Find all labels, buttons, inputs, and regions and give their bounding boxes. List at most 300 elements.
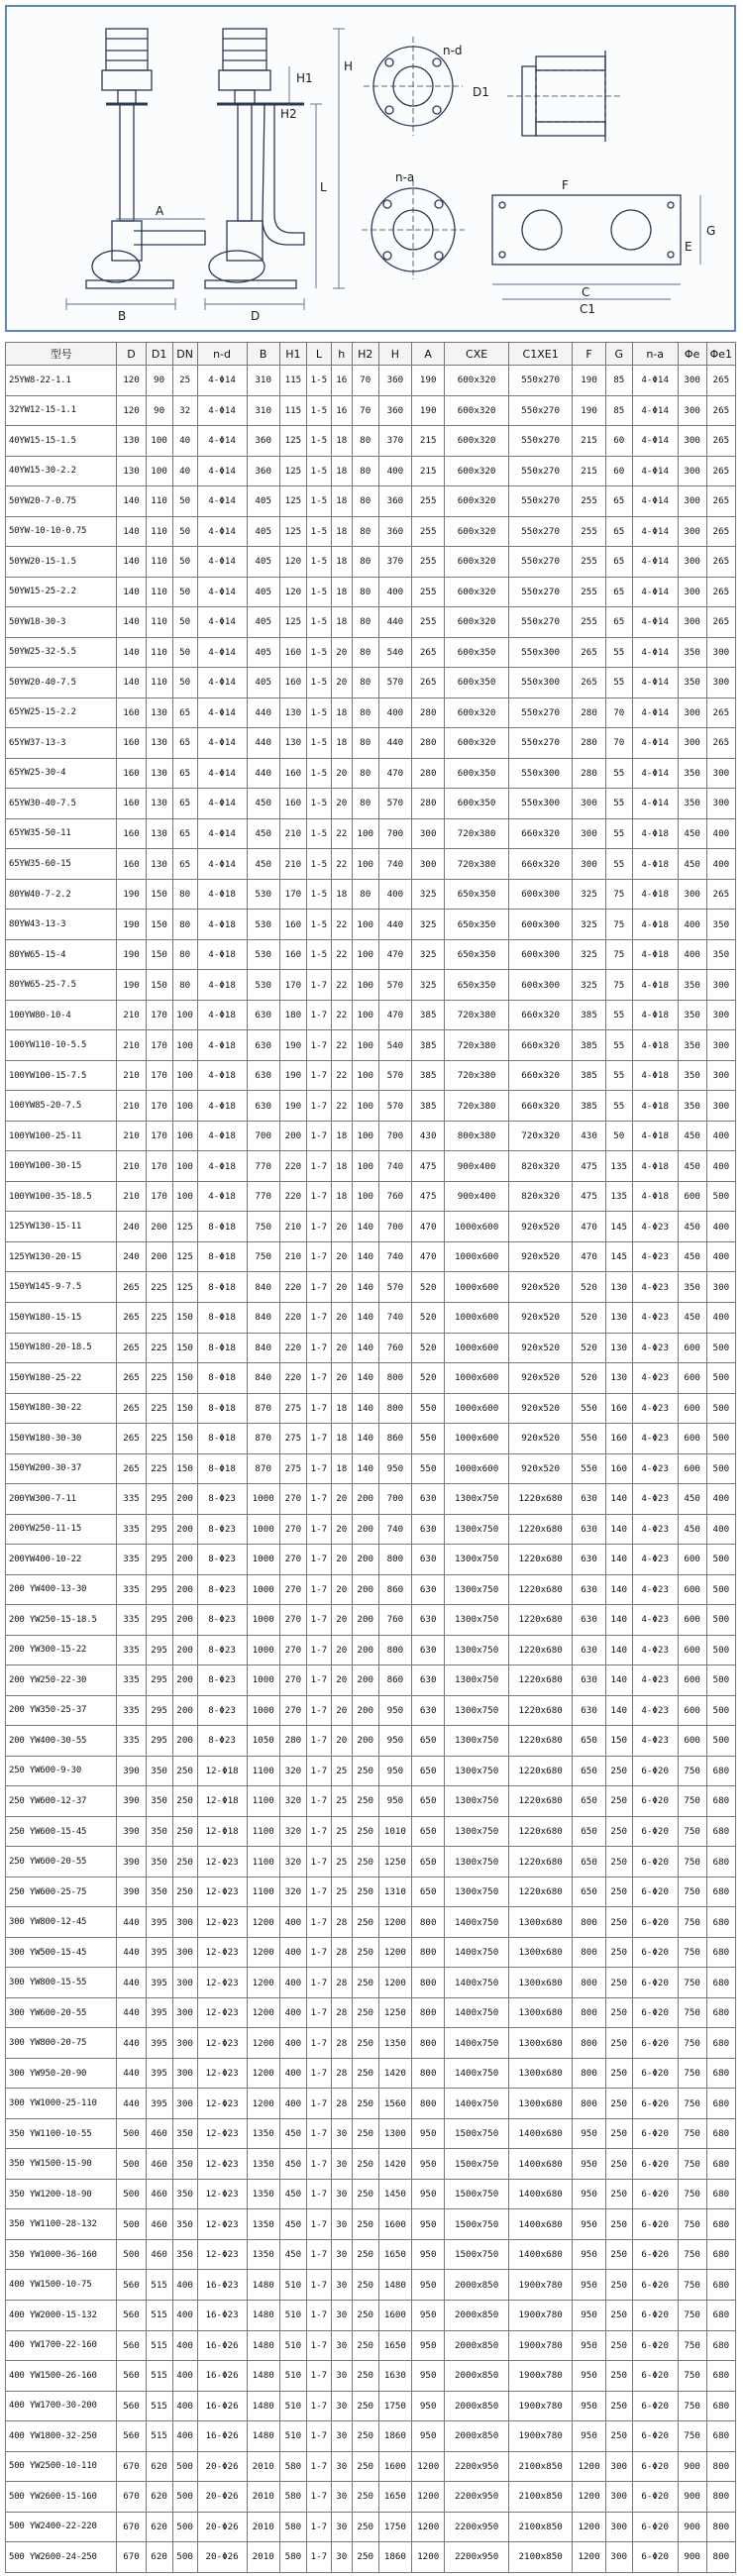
spec-cell: 400 bbox=[172, 2391, 197, 2421]
spec-cell: 300 bbox=[605, 2451, 632, 2482]
spec-cell: 400 bbox=[279, 2028, 306, 2059]
spec-cell: 650 bbox=[573, 1726, 605, 1757]
spec-cell: 510 bbox=[279, 2421, 306, 2452]
spec-cell: 4-Φ23 bbox=[632, 1574, 678, 1605]
model-cell: 350 YW1000-36-160 bbox=[6, 2239, 117, 2270]
spec-cell: 550x270 bbox=[508, 426, 573, 457]
spec-cell: 1300x750 bbox=[445, 1726, 509, 1757]
spec-cell: 1-7 bbox=[306, 1786, 331, 1817]
spec-cell: 1-7 bbox=[306, 1937, 331, 1968]
model-cell: 400 YW1700-22-160 bbox=[6, 2330, 117, 2361]
spec-cell: 4-Φ14 bbox=[197, 637, 247, 668]
table-row bbox=[6, 2421, 736, 2452]
spec-cell: 8-Φ18 bbox=[197, 1393, 247, 1424]
table-row bbox=[6, 1453, 736, 1484]
spec-cell: 220 bbox=[279, 1151, 306, 1182]
spec-cell: 55 bbox=[605, 1030, 632, 1061]
spec-cell: 470 bbox=[378, 939, 411, 970]
model-cell: 65YW35-50-11 bbox=[6, 818, 117, 849]
spec-cell: 450 bbox=[279, 2209, 306, 2240]
spec-cell: 130 bbox=[117, 426, 146, 457]
table-row bbox=[6, 1847, 736, 1878]
spec-cell: 80 bbox=[352, 516, 378, 547]
spec-cell: 1-5 bbox=[306, 366, 331, 396]
spec-cell: 65 bbox=[172, 849, 197, 880]
spec-cell: 750 bbox=[678, 1786, 706, 1817]
spec-cell: 550x270 bbox=[508, 577, 573, 607]
spec-cell: 250 bbox=[605, 2361, 632, 2392]
spec-cell: 200 bbox=[352, 1574, 378, 1605]
spec-cell: 300 bbox=[706, 789, 735, 819]
spec-cell: 60 bbox=[605, 426, 632, 457]
spec-cell: 8-Φ23 bbox=[197, 1605, 247, 1636]
spec-cell: 700 bbox=[378, 818, 411, 849]
spec-cell: 1010 bbox=[378, 1816, 411, 1847]
spec-cell: 250 bbox=[352, 2421, 378, 2452]
spec-cell: 680 bbox=[706, 1786, 735, 1817]
spec-cell: 100 bbox=[172, 1060, 197, 1091]
model-cell: 100YW110-10-5.5 bbox=[6, 1030, 117, 1061]
table-row bbox=[6, 818, 736, 849]
spec-cell: 950 bbox=[412, 2209, 445, 2240]
spec-cell: 4-Φ18 bbox=[197, 970, 247, 1001]
spec-cell: 1900x780 bbox=[508, 2421, 573, 2452]
spec-cell: 1-5 bbox=[306, 607, 331, 638]
spec-cell: 600 bbox=[678, 1635, 706, 1665]
table-row bbox=[6, 1212, 736, 1242]
spec-cell: 1900x780 bbox=[508, 2330, 573, 2361]
spec-cell: 4-Φ14 bbox=[197, 395, 247, 426]
spec-cell: 100 bbox=[352, 1121, 378, 1151]
spec-cell: 25 bbox=[331, 1877, 352, 1907]
spec-cell: 335 bbox=[117, 1695, 146, 1726]
column-header: n-a bbox=[632, 343, 678, 366]
spec-cell: 385 bbox=[573, 1030, 605, 1061]
spec-cell: 460 bbox=[146, 2179, 172, 2209]
spec-cell: 800 bbox=[378, 1635, 411, 1665]
table-row bbox=[6, 2391, 736, 2421]
table-row bbox=[6, 2149, 736, 2180]
spec-cell: 1100 bbox=[247, 1816, 279, 1847]
spec-cell: 120 bbox=[117, 366, 146, 396]
spec-cell: 125 bbox=[279, 607, 306, 638]
spec-cell: 8-Φ18 bbox=[197, 1424, 247, 1454]
spec-cell: 680 bbox=[706, 2270, 735, 2301]
spec-cell: 190 bbox=[573, 366, 605, 396]
spec-cell: 395 bbox=[146, 1907, 172, 1938]
spec-cell: 360 bbox=[247, 456, 279, 486]
spec-cell: 4-Φ18 bbox=[632, 1000, 678, 1030]
spec-cell: 18 bbox=[331, 728, 352, 759]
spec-cell: 920x520 bbox=[508, 1333, 573, 1363]
spec-cell: 680 bbox=[706, 2058, 735, 2089]
spec-cell: 540 bbox=[378, 637, 411, 668]
spec-cell: 500 bbox=[706, 1363, 735, 1394]
spec-cell: 1-7 bbox=[306, 2482, 331, 2513]
spec-cell: 20 bbox=[331, 1272, 352, 1303]
spec-cell: 110 bbox=[146, 668, 172, 698]
spec-cell: 740 bbox=[378, 849, 411, 880]
spec-cell: 250 bbox=[172, 1877, 197, 1907]
model-cell: 50YW20-40-7.5 bbox=[6, 668, 117, 698]
model-cell: 50YW-10-10-0.75 bbox=[6, 516, 117, 547]
spec-cell: 630 bbox=[573, 1605, 605, 1636]
spec-cell: 1750 bbox=[378, 2391, 411, 2421]
spec-cell: 1200 bbox=[573, 2451, 605, 2482]
spec-cell: 750 bbox=[678, 2209, 706, 2240]
spec-cell: 125 bbox=[279, 426, 306, 457]
spec-cell: 300 bbox=[706, 758, 735, 789]
spec-cell: 225 bbox=[146, 1272, 172, 1303]
spec-cell: 520 bbox=[412, 1272, 445, 1303]
spec-cell: 550x270 bbox=[508, 395, 573, 426]
spec-cell: 310 bbox=[247, 366, 279, 396]
spec-cell: 630 bbox=[412, 1545, 445, 1575]
spec-cell: 50 bbox=[172, 516, 197, 547]
spec-cell: 630 bbox=[573, 1574, 605, 1605]
spec-cell: 140 bbox=[352, 1241, 378, 1272]
spec-cell: 12-Φ23 bbox=[197, 1847, 247, 1878]
spec-cell: 20 bbox=[331, 1695, 352, 1726]
model-cell: 150YW180-25-22 bbox=[6, 1363, 117, 1394]
spec-cell: 265 bbox=[412, 637, 445, 668]
table-header-row bbox=[6, 343, 736, 366]
spec-cell: 140 bbox=[605, 1635, 632, 1665]
spec-cell: 510 bbox=[279, 2301, 306, 2331]
table-row bbox=[6, 1756, 736, 1786]
spec-cell: 1350 bbox=[247, 2179, 279, 2209]
table-row bbox=[6, 2118, 736, 2149]
spec-cell: 400 bbox=[378, 577, 411, 607]
table-row bbox=[6, 2028, 736, 2059]
spec-cell: 560 bbox=[117, 2361, 146, 2392]
spec-cell: 500 bbox=[117, 2209, 146, 2240]
spec-cell: 75 bbox=[605, 879, 632, 910]
spec-cell: 1-5 bbox=[306, 486, 331, 517]
spec-cell: 170 bbox=[146, 1181, 172, 1212]
spec-cell: 65 bbox=[172, 698, 197, 728]
spec-cell: 6-Φ20 bbox=[632, 2330, 678, 2361]
spec-cell: 1050 bbox=[247, 1726, 279, 1757]
spec-cell: 950 bbox=[412, 2118, 445, 2149]
spec-cell: 950 bbox=[412, 2149, 445, 2180]
spec-cell: 1420 bbox=[378, 2149, 411, 2180]
spec-cell: 65 bbox=[605, 607, 632, 638]
table-row bbox=[6, 1605, 736, 1636]
spec-cell: 2100x850 bbox=[508, 2482, 573, 2513]
spec-cell: 50 bbox=[172, 577, 197, 607]
spec-cell: 12-Φ23 bbox=[197, 1997, 247, 2028]
spec-cell: 12-Φ23 bbox=[197, 2179, 247, 2209]
spec-cell: 550 bbox=[573, 1453, 605, 1484]
spec-cell: 630 bbox=[247, 1000, 279, 1030]
spec-cell: 30 bbox=[331, 2512, 352, 2542]
spec-cell: 1-7 bbox=[306, 1816, 331, 1847]
spec-cell: 800 bbox=[573, 1968, 605, 1998]
spec-cell: 350 bbox=[678, 668, 706, 698]
spec-cell: 100 bbox=[172, 1000, 197, 1030]
spec-cell: 400 bbox=[172, 2421, 197, 2452]
spec-cell: 140 bbox=[352, 1393, 378, 1424]
spec-cell: 4-Φ14 bbox=[632, 486, 678, 517]
spec-cell: 170 bbox=[146, 1030, 172, 1061]
spec-cell: 1860 bbox=[378, 2421, 411, 2452]
spec-cell: 515 bbox=[146, 2391, 172, 2421]
spec-cell: 4-Φ14 bbox=[197, 698, 247, 728]
spec-cell: 28 bbox=[331, 1907, 352, 1938]
spec-cell: 680 bbox=[706, 2209, 735, 2240]
spec-cell: 140 bbox=[352, 1212, 378, 1242]
spec-cell: 520 bbox=[573, 1302, 605, 1333]
spec-cell: 630 bbox=[247, 1060, 279, 1091]
spec-cell: 50 bbox=[172, 607, 197, 638]
spec-cell: 80 bbox=[352, 547, 378, 578]
spec-cell: 335 bbox=[117, 1574, 146, 1605]
spec-cell: 225 bbox=[146, 1333, 172, 1363]
table-row bbox=[6, 1424, 736, 1454]
spec-cell: 600x320 bbox=[445, 426, 509, 457]
model-cell: 350 YW1200-18-90 bbox=[6, 2179, 117, 2209]
spec-cell: 65 bbox=[172, 818, 197, 849]
spec-cell: 1500x750 bbox=[445, 2179, 509, 2209]
spec-cell: 40 bbox=[172, 456, 197, 486]
spec-cell: 190 bbox=[117, 879, 146, 910]
spec-cell: 320 bbox=[279, 1847, 306, 1878]
model-cell: 500 YW2500-10-110 bbox=[6, 2451, 117, 2482]
spec-cell: 680 bbox=[706, 1877, 735, 1907]
spec-cell: 400 bbox=[706, 1212, 735, 1242]
spec-cell: 150 bbox=[605, 1726, 632, 1757]
spec-cell: 720x380 bbox=[445, 818, 509, 849]
spec-cell: 250 bbox=[605, 1786, 632, 1817]
spec-cell: 600x320 bbox=[445, 366, 509, 396]
spec-cell: 20 bbox=[331, 1665, 352, 1696]
spec-cell: 680 bbox=[706, 1816, 735, 1847]
spec-cell: 1-7 bbox=[306, 1181, 331, 1212]
spec-cell: 18 bbox=[331, 486, 352, 517]
spec-cell: 1-5 bbox=[306, 547, 331, 578]
spec-cell: 4-Φ14 bbox=[632, 668, 678, 698]
spec-cell: 405 bbox=[247, 607, 279, 638]
spec-cell: 1-7 bbox=[306, 1545, 331, 1575]
spec-cell: 300 bbox=[678, 366, 706, 396]
spec-cell: 28 bbox=[331, 2089, 352, 2119]
model-cell: 40YW15-30-2.2 bbox=[6, 456, 117, 486]
column-header: 型号 bbox=[6, 343, 117, 366]
spec-cell: 740 bbox=[378, 1514, 411, 1545]
spec-cell: 1-7 bbox=[306, 2270, 331, 2301]
spec-cell: 1200 bbox=[573, 2512, 605, 2542]
spec-cell: 250 bbox=[605, 2089, 632, 2119]
spec-cell: 820x320 bbox=[508, 1181, 573, 1212]
spec-cell: 670 bbox=[117, 2542, 146, 2573]
spec-cell: 1-7 bbox=[306, 970, 331, 1001]
spec-cell: 4-Φ18 bbox=[197, 1181, 247, 1212]
spec-cell: 510 bbox=[279, 2361, 306, 2392]
spec-cell: 620 bbox=[146, 2451, 172, 2482]
spec-cell: 320 bbox=[279, 1756, 306, 1786]
spec-cell: 140 bbox=[352, 1453, 378, 1484]
spec-cell: 630 bbox=[412, 1574, 445, 1605]
spec-cell: 470 bbox=[573, 1241, 605, 1272]
spec-cell: 1220x680 bbox=[508, 1514, 573, 1545]
spec-cell: 30 bbox=[331, 2421, 352, 2452]
spec-cell: 670 bbox=[117, 2512, 146, 2542]
spec-cell: 1-7 bbox=[306, 2542, 331, 2573]
spec-cell: 350 bbox=[678, 789, 706, 819]
spec-cell: 680 bbox=[706, 1937, 735, 1968]
table-row bbox=[6, 1484, 736, 1515]
flange-bottom-view bbox=[362, 180, 465, 279]
spec-cell: 300 bbox=[172, 2089, 197, 2119]
spec-cell: 500 bbox=[117, 2149, 146, 2180]
spec-cell: 65 bbox=[605, 577, 632, 607]
spec-cell: 1400x750 bbox=[445, 1968, 509, 1998]
spec-cell: 250 bbox=[352, 2542, 378, 2573]
model-cell: 250 YW600-25-75 bbox=[6, 1877, 117, 1907]
table-row bbox=[6, 486, 736, 517]
spec-cell: 140 bbox=[605, 1695, 632, 1726]
spec-cell: 1200 bbox=[412, 2451, 445, 2482]
spec-cell: 460 bbox=[146, 2118, 172, 2149]
spec-cell: 200 bbox=[352, 1605, 378, 1636]
spec-cell: 1-7 bbox=[306, 2149, 331, 2180]
spec-cell: 950 bbox=[573, 2209, 605, 2240]
table-row bbox=[6, 970, 736, 1001]
spec-cell: 300 bbox=[706, 637, 735, 668]
spec-cell: 170 bbox=[146, 1151, 172, 1182]
spec-cell: 750 bbox=[678, 2301, 706, 2331]
spec-cell: 1480 bbox=[378, 2270, 411, 2301]
spec-cell: 400 bbox=[706, 1121, 735, 1151]
spec-cell: 4-Φ14 bbox=[632, 547, 678, 578]
model-cell: 40YW15-15-1.5 bbox=[6, 426, 117, 457]
spec-cell: 800 bbox=[573, 2028, 605, 2059]
spec-cell: 600 bbox=[678, 1424, 706, 1454]
spec-cell: 950 bbox=[573, 2118, 605, 2149]
spec-cell: 300 bbox=[172, 2028, 197, 2059]
spec-cell: 2010 bbox=[247, 2542, 279, 2573]
spec-cell: 125 bbox=[279, 516, 306, 547]
spec-cell: 1200 bbox=[247, 2028, 279, 2059]
spec-cell: 160 bbox=[605, 1424, 632, 1454]
spec-cell: 22 bbox=[331, 849, 352, 880]
spec-cell: 265 bbox=[706, 879, 735, 910]
spec-cell: 4-Φ14 bbox=[197, 849, 247, 880]
spec-cell: 350 bbox=[146, 1786, 172, 1817]
spec-cell: 30 bbox=[331, 2451, 352, 2482]
table-row bbox=[6, 1695, 736, 1726]
spec-cell: 2200x950 bbox=[445, 2482, 509, 2513]
spec-cell: 255 bbox=[412, 486, 445, 517]
spec-cell: 1-7 bbox=[306, 1272, 331, 1303]
spec-cell: 100 bbox=[352, 1091, 378, 1122]
spec-cell: 100 bbox=[352, 1060, 378, 1091]
spec-cell: 20 bbox=[331, 1574, 352, 1605]
spec-cell: 8-Φ23 bbox=[197, 1665, 247, 1696]
spec-cell: 350 bbox=[678, 1091, 706, 1122]
spec-cell: 335 bbox=[117, 1514, 146, 1545]
spec-cell: 4-Φ18 bbox=[197, 879, 247, 910]
spec-cell: 160 bbox=[117, 728, 146, 759]
spec-cell: 8-Φ18 bbox=[197, 1453, 247, 1484]
spec-cell: 240 bbox=[117, 1212, 146, 1242]
spec-cell: 1860 bbox=[378, 2542, 411, 2573]
spec-cell: 215 bbox=[573, 456, 605, 486]
spec-cell: 80 bbox=[172, 910, 197, 940]
spec-cell: 6-Φ20 bbox=[632, 1937, 678, 1968]
spec-cell: 4-Φ14 bbox=[197, 728, 247, 759]
spec-cell: 200 bbox=[352, 1635, 378, 1665]
spec-cell: 400 bbox=[172, 2361, 197, 2392]
spec-cell: 920x520 bbox=[508, 1363, 573, 1394]
spec-cell: 1000x600 bbox=[445, 1393, 509, 1424]
spec-cell: 18 bbox=[331, 607, 352, 638]
spec-cell: 1100 bbox=[247, 1847, 279, 1878]
spec-cell: 405 bbox=[247, 486, 279, 517]
label-d1: D1 bbox=[473, 85, 489, 99]
spec-cell: 400 bbox=[279, 2058, 306, 2089]
spec-cell: 225 bbox=[146, 1393, 172, 1424]
spec-cell: 220 bbox=[279, 1302, 306, 1333]
spec-cell: 130 bbox=[146, 849, 172, 880]
spec-cell: 50 bbox=[605, 1121, 632, 1151]
spec-cell: 190 bbox=[412, 366, 445, 396]
spec-cell: 395 bbox=[146, 1937, 172, 1968]
spec-cell: 680 bbox=[706, 1968, 735, 1998]
spec-cell: 600x350 bbox=[445, 758, 509, 789]
spec-cell: 22 bbox=[331, 1060, 352, 1091]
spec-cell: 12-Φ23 bbox=[197, 1907, 247, 1938]
spec-cell: 4-Φ23 bbox=[632, 1302, 678, 1333]
spec-cell: 200 bbox=[279, 1121, 306, 1151]
spec-cell: 1000x600 bbox=[445, 1363, 509, 1394]
spec-cell: 255 bbox=[573, 547, 605, 578]
spec-cell: 2000x850 bbox=[445, 2391, 509, 2421]
spec-cell: 395 bbox=[146, 2058, 172, 2089]
spec-cell: 300 bbox=[706, 1000, 735, 1030]
spec-cell: 600x320 bbox=[445, 516, 509, 547]
spec-cell: 920x520 bbox=[508, 1393, 573, 1424]
spec-cell: 1000 bbox=[247, 1514, 279, 1545]
spec-cell: 500 bbox=[706, 1695, 735, 1726]
spec-cell: 250 bbox=[605, 2239, 632, 2270]
spec-cell: 4-Φ18 bbox=[632, 1151, 678, 1182]
column-header: A bbox=[412, 343, 445, 366]
spec-cell: 1-7 bbox=[306, 1574, 331, 1605]
spec-cell: 100 bbox=[352, 1030, 378, 1061]
spec-cell: 385 bbox=[573, 1060, 605, 1091]
table-row bbox=[6, 1181, 736, 1212]
spec-cell: 6-Φ20 bbox=[632, 2118, 678, 2149]
spec-cell: 300 bbox=[172, 1997, 197, 2028]
model-cell: 300 YW950-20-90 bbox=[6, 2058, 117, 2089]
spec-cell: 550x270 bbox=[508, 547, 573, 578]
spec-cell: 400 bbox=[172, 2270, 197, 2301]
spec-cell: 1300x750 bbox=[445, 1484, 509, 1515]
spec-cell: 400 bbox=[706, 1302, 735, 1333]
spec-cell: 405 bbox=[247, 547, 279, 578]
spec-cell: 300 bbox=[412, 849, 445, 880]
spec-cell: 750 bbox=[678, 2391, 706, 2421]
model-cell: 100YW100-30-15 bbox=[6, 1151, 117, 1182]
spec-cell: 1300x750 bbox=[445, 1665, 509, 1696]
spec-cell: 1250 bbox=[378, 1847, 411, 1878]
spec-cell: 1220x680 bbox=[508, 1635, 573, 1665]
model-cell: 65YW35-60-15 bbox=[6, 849, 117, 880]
spec-cell: 600x350 bbox=[445, 789, 509, 819]
spec-cell: 500 bbox=[706, 1635, 735, 1665]
